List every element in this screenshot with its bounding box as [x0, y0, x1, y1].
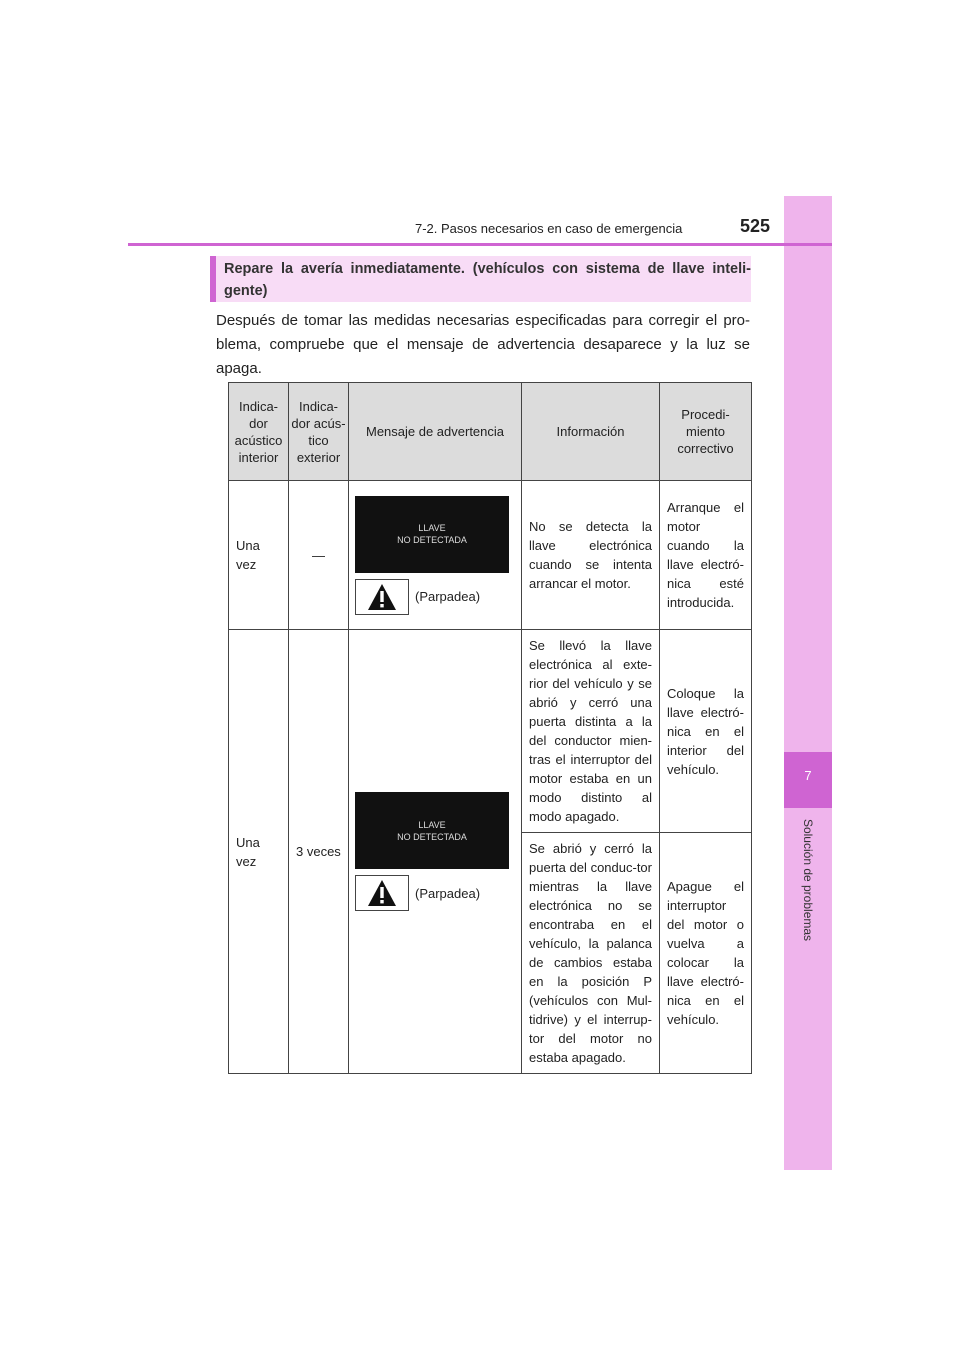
cell-exterior-buzzer: —	[289, 481, 349, 630]
cell-information: Se llevó la llave electrónica al exte-rior del vehículo y se abrió y cerró una puerta distinta a la del conductor mien-tras el interruptor del motor estaba en un modo distinto al modo apagado.	[522, 630, 660, 833]
flash-label: (Parpadea)	[415, 885, 481, 901]
table-row	[229, 481, 752, 630]
cell-interior-buzzer: Una vez	[229, 481, 289, 630]
cell-interior-buzzer: Una vez	[229, 630, 289, 1074]
display-line-2: NO DETECTADA	[397, 535, 467, 545]
multi-info-display	[355, 496, 509, 573]
warning-table	[228, 382, 752, 1074]
table-header-row	[229, 383, 752, 481]
warning-indicator-row	[355, 579, 517, 615]
section-title: 7-2. Pasos necesarios en caso de emergencia	[415, 221, 683, 236]
header-exterior-buzzer: Indica-dor acús-tico exterior	[289, 383, 349, 481]
cell-warning-message	[349, 481, 522, 630]
warning-triangle-icon	[355, 579, 409, 615]
header-rule	[128, 243, 832, 246]
warning-indicator-row	[355, 875, 517, 911]
multi-info-display	[355, 792, 509, 869]
header-procedure: Procedi-miento correctivo	[660, 383, 752, 481]
cell-information: No se detecta la llave electrónica cuando se intenta arrancar el motor.	[522, 481, 660, 630]
cell-warning-message	[349, 630, 522, 1074]
cell-exterior-buzzer: 3 veces	[289, 630, 349, 1074]
cell-procedure: Arranque el motor cuando la llave electró-nica esté introducida.	[660, 481, 752, 630]
chapter-number: 7	[804, 768, 812, 783]
header-warning-message: Mensaje de advertencia	[349, 383, 522, 481]
header-information: Información	[522, 383, 660, 481]
chapter-sidebar	[784, 196, 832, 1170]
cell-information: Se abrió y cerró la puerta del conduc-tor mientras la llave electrónica no se encontraba en el vehículo, la palanca de cambios estaba en la posición P (vehículos con Mul-tidrive) y el interrup-tor del motor no estaba apagado.	[522, 833, 660, 1074]
flash-label: (Parpadea)	[415, 589, 481, 604]
table-row	[229, 630, 752, 833]
section-heading: Repare la avería inmediatamente. (vehículos con sistema de llave inteli-gente)	[210, 256, 751, 302]
cell-procedure: Coloque la llave electró-nica en el interior del vehículo.	[660, 630, 752, 833]
display-line-1: LLAVE	[418, 523, 446, 533]
cell-procedure: Apague el interruptor del motor o vuelva a colocar la llave electró-nica en el vehículo.	[660, 833, 752, 1074]
display-line-1: LLAVE	[418, 819, 446, 830]
warning-triangle-icon	[355, 875, 409, 911]
header-interior-buzzer: Indica-dor acústico interior	[229, 383, 289, 481]
intro-paragraph: Después de tomar las medidas necesarias especificadas para corregir el pro-blema, compruebe que el mensaje de advertencia desaparece y la luz se apaga.	[216, 312, 750, 377]
page-number: 525	[740, 216, 771, 236]
display-line-2: NO DETECTADA	[397, 831, 467, 842]
chapter-label: Solución de problemas	[801, 818, 815, 942]
